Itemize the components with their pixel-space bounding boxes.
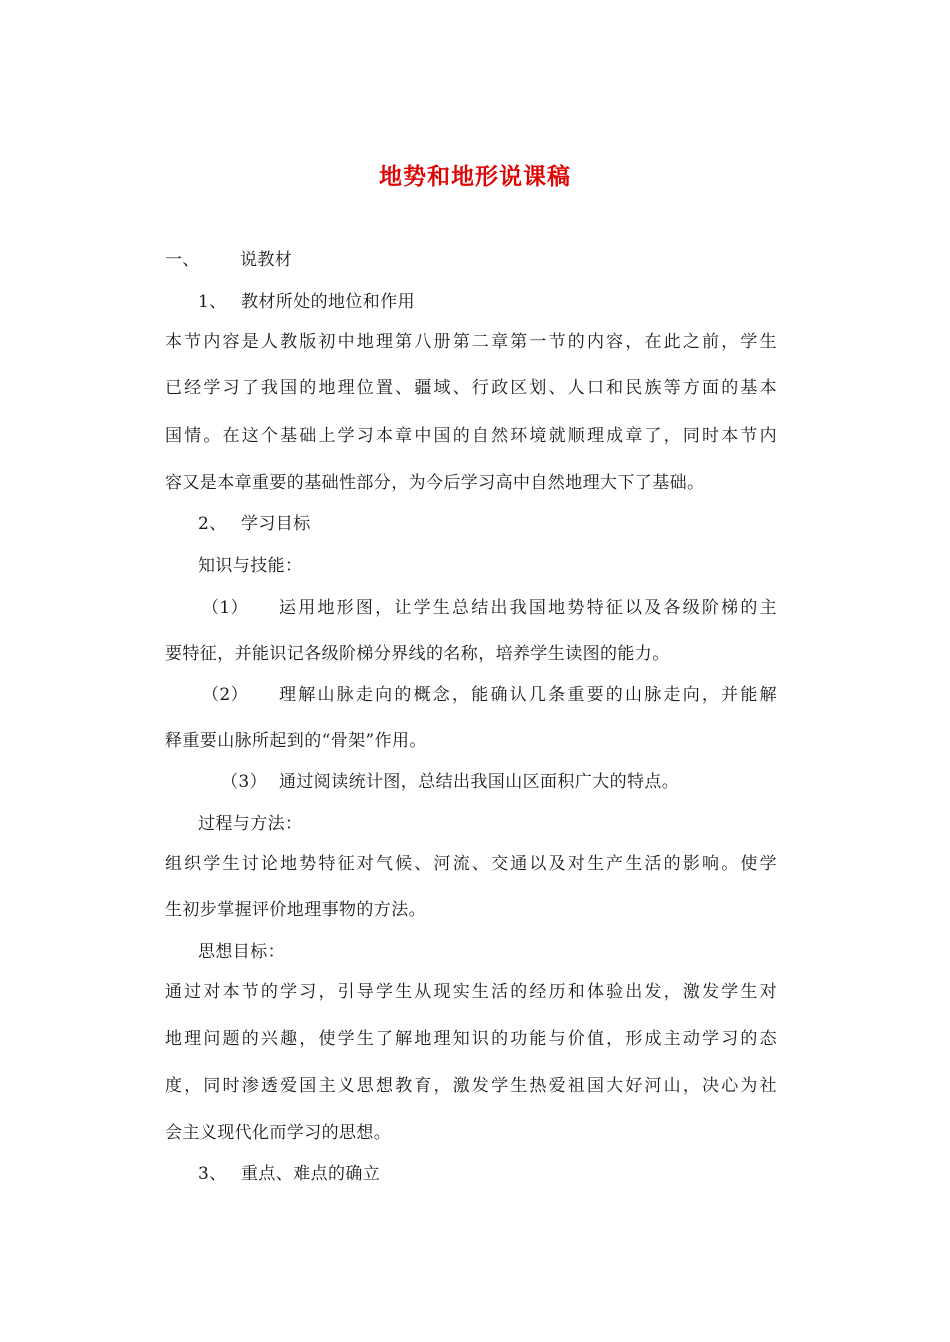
subsection-number: 1、 [198,292,227,312]
goal-item-number: （2） [202,685,249,705]
goal-item-number: （3） [221,772,268,792]
paragraph-line: 容又是本章重要的基础性部分，为今后学习高中自然地理大下了基础。 [165,473,705,493]
subsection-number: 2、 [198,514,227,534]
goal-item-text: 要特征，并能识记各级阶梯分界线的名称，培养学生读图的能力。 [165,644,670,664]
section-heading [165,248,293,272]
subsection-heading [198,512,311,536]
goal-item-text: 运用地形图，让学生总结出我国地势特征以及各级阶梯的主 [279,598,777,618]
paragraph-line: 会主义现代化而学习的思想。 [165,1123,392,1143]
section-title: 说教材 [240,250,293,270]
paragraph-line: 组织学生讨论地势特征对气候、河流、交通以及对生产生活的影响。使学 [165,854,777,874]
goal-item-text: 通过阅读统计图，总结出我国山区面积广大的特点。 [279,772,680,792]
subsection-title: 教材所处的地位和作用 [241,292,415,312]
paragraph-line: 国情。在这个基础上学习本章中国的自然环境就顺理成章了，同时本节内 [165,426,777,446]
section-number: 一、 [165,250,200,270]
paragraph-line: 度，同时渗透爱国主义思想教育，激发学生热爱祖国大好河山，决心为社 [165,1076,777,1096]
document-title: 地势和地形说课稿 [379,163,571,190]
subsection-title: 重点、难点的确立 [241,1164,381,1184]
goal-item-text: 释重要山脉所起到的“骨架”作用。 [165,731,427,751]
paragraph-line: 生初步掌握评价地理事物的方法。 [165,900,426,920]
subsection-title: 学习目标 [241,514,311,534]
goal-item-text: 理解山脉走向的概念，能确认几条重要的山脉走向，并能解 [279,685,777,705]
paragraph-line: 本节内容是人教版初中地理第八册第二章第一节的内容，在此之前，学生 [165,332,777,352]
process-label: 过程与方法： [198,814,303,834]
paragraph-line: 地理问题的兴趣，使学生了解地理知识的功能与价值，形成主动学习的态 [165,1029,777,1049]
paragraph-line: 已经学习了我国的地理位置、疆域、行政区划、人口和民族等方面的基本 [165,378,777,398]
subsection-heading [198,290,415,314]
paragraph-line: 通过对本节的学习，引导学生从现实生活的经历和体验出发，激发学生对 [165,982,777,1002]
subsection-heading [198,1162,381,1186]
subsection-number: 3、 [198,1164,227,1184]
thought-label: 思想目标： [198,942,285,962]
knowledge-label: 知识与技能： [198,556,303,576]
goal-item-number: （1） [202,598,249,618]
